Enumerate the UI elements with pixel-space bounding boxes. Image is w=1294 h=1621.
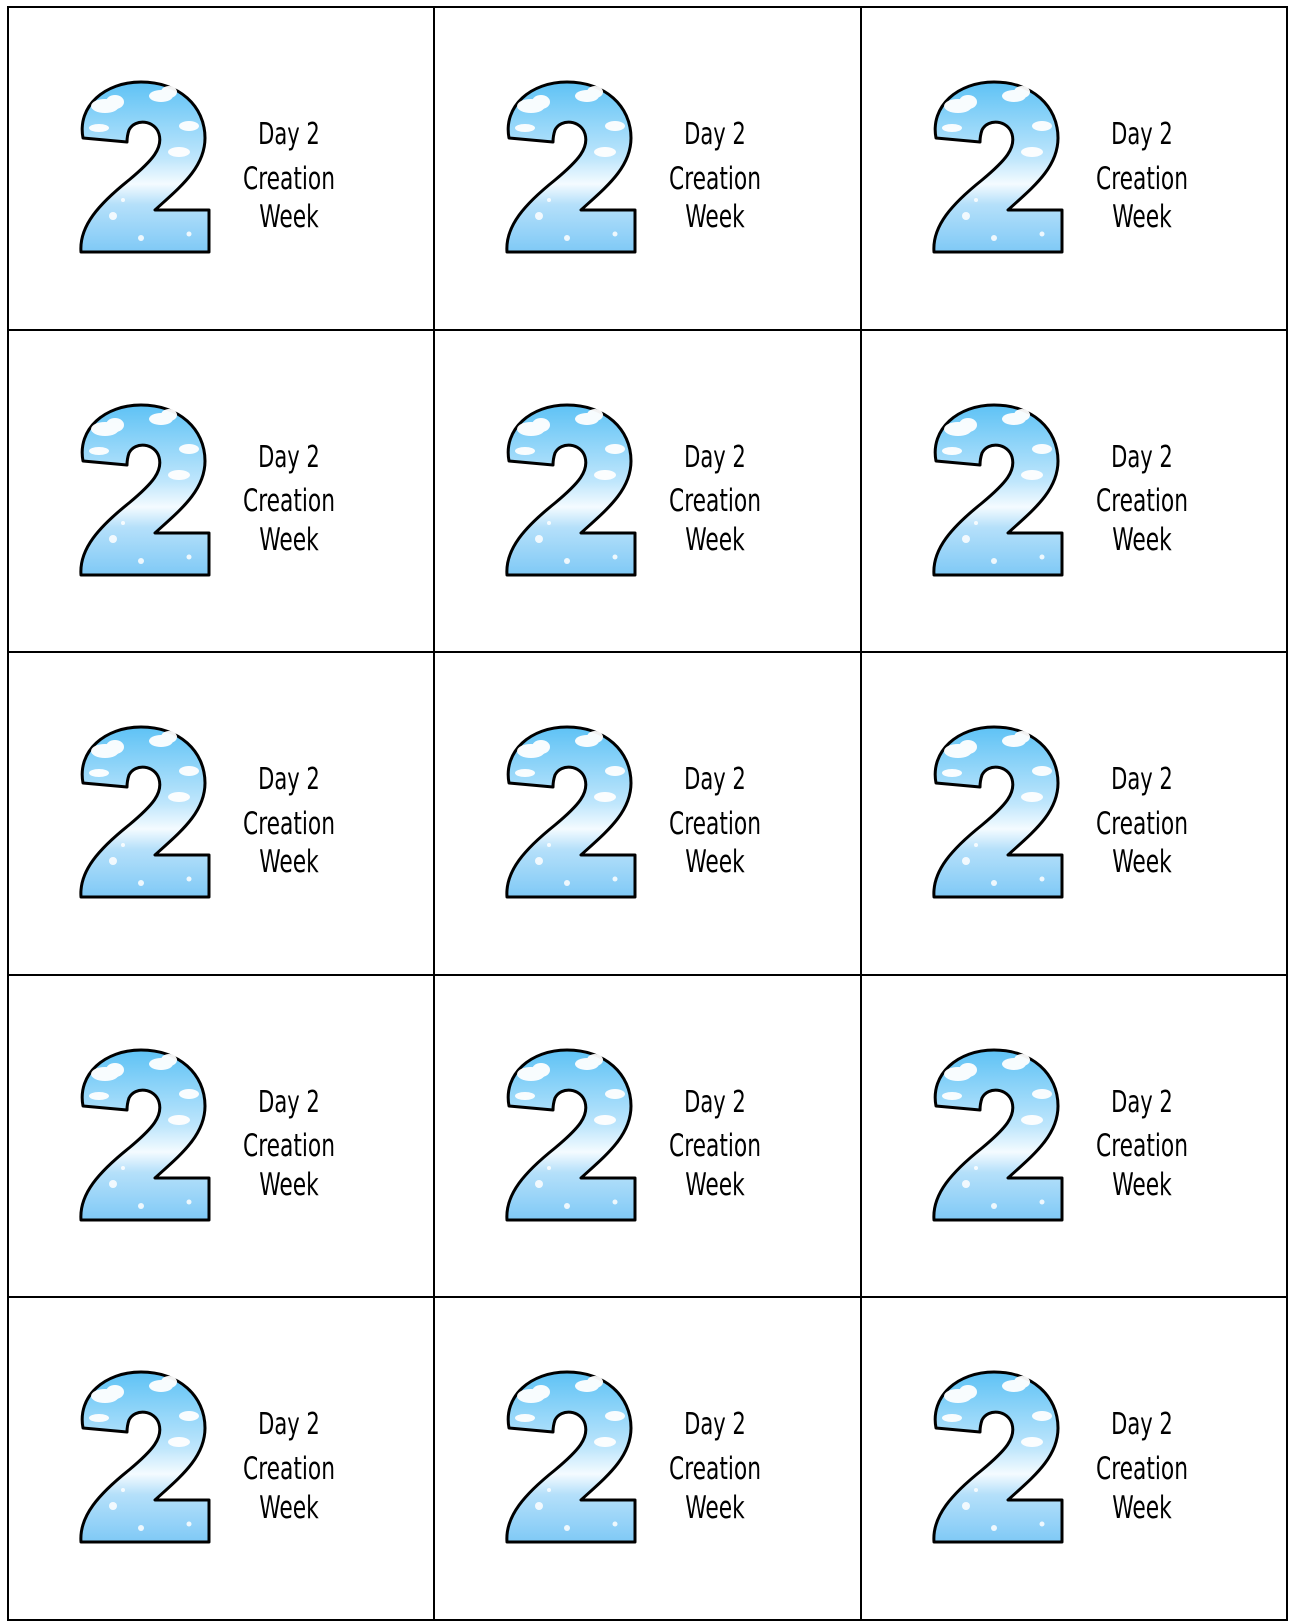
creation-week-label: Creation Week xyxy=(669,160,762,236)
numeral-2-graphic xyxy=(497,1366,637,1548)
day-label: Day 2 xyxy=(684,439,747,475)
day-label: Day 2 xyxy=(258,439,320,475)
numeral-2-graphic xyxy=(924,76,1064,258)
card-caption xyxy=(231,1084,348,1205)
creation-week-label: Creation Week xyxy=(243,1450,335,1526)
card-7 xyxy=(9,653,435,976)
numeral-2-graphic xyxy=(71,76,211,258)
creation-week-label: Creation Week xyxy=(1095,1128,1188,1204)
numeral-2-graphic xyxy=(497,1044,637,1226)
card-15 xyxy=(862,1298,1288,1621)
numeral-2-graphic xyxy=(71,1366,211,1548)
day-label: Day 2 xyxy=(1110,762,1173,798)
card-caption xyxy=(1083,761,1200,882)
card-8 xyxy=(435,653,861,976)
card-2 xyxy=(435,8,861,331)
day-label: Day 2 xyxy=(1110,1407,1173,1443)
creation-week-label: Creation Week xyxy=(1095,483,1188,558)
card-13 xyxy=(9,1298,435,1621)
card-4 xyxy=(9,331,435,654)
creation-week-label: Creation Week xyxy=(243,483,335,558)
numeral-2-graphic xyxy=(71,399,211,581)
card-caption xyxy=(231,1406,348,1527)
day-label: Day 2 xyxy=(684,1407,747,1443)
card-caption xyxy=(1083,439,1200,560)
card-11 xyxy=(435,976,861,1299)
card-sheet xyxy=(7,6,1288,1621)
numeral-2-graphic xyxy=(924,1044,1064,1226)
creation-week-label: Creation Week xyxy=(669,1450,762,1526)
card-6 xyxy=(862,331,1288,654)
card-14 xyxy=(435,1298,861,1621)
day-label: Day 2 xyxy=(1110,439,1173,475)
numeral-2-graphic xyxy=(71,721,211,903)
numeral-2-graphic xyxy=(497,76,637,258)
card-caption xyxy=(1083,1084,1200,1205)
day-label: Day 2 xyxy=(684,117,747,152)
card-caption xyxy=(231,761,348,882)
day-label: Day 2 xyxy=(1110,117,1173,152)
creation-week-label: Creation Week xyxy=(243,1128,335,1204)
numeral-2-graphic xyxy=(497,721,637,903)
creation-week-label: Creation Week xyxy=(1095,1450,1188,1526)
numeral-2-graphic xyxy=(71,1044,211,1226)
card-caption xyxy=(657,761,774,882)
card-caption xyxy=(657,1084,774,1205)
card-caption xyxy=(657,439,774,560)
day-label: Day 2 xyxy=(1110,1084,1173,1120)
card-caption xyxy=(657,1406,774,1527)
card-caption xyxy=(1083,116,1200,237)
card-12 xyxy=(862,976,1288,1299)
day-label: Day 2 xyxy=(684,1084,747,1120)
card-10 xyxy=(9,976,435,1299)
numeral-2-graphic xyxy=(924,399,1064,581)
card-9 xyxy=(862,653,1288,976)
numeral-2-graphic xyxy=(924,721,1064,903)
creation-week-label: Creation Week xyxy=(669,1128,762,1204)
creation-week-label: Creation Week xyxy=(243,805,335,881)
creation-week-label: Creation Week xyxy=(243,160,335,236)
day-label: Day 2 xyxy=(684,762,747,798)
creation-week-label: Creation Week xyxy=(1095,805,1188,881)
card-caption xyxy=(657,116,774,237)
creation-week-label: Creation Week xyxy=(1095,160,1188,236)
card-caption xyxy=(231,439,348,560)
day-label: Day 2 xyxy=(258,1084,320,1120)
day-label: Day 2 xyxy=(258,762,320,798)
card-caption xyxy=(231,116,348,237)
day-label: Day 2 xyxy=(258,1407,320,1443)
numeral-2-graphic xyxy=(497,399,637,581)
card-3 xyxy=(862,8,1288,331)
creation-week-label: Creation Week xyxy=(669,805,762,881)
creation-week-label: Creation Week xyxy=(669,483,762,558)
day-label: Day 2 xyxy=(258,117,320,152)
card-1 xyxy=(9,8,435,331)
numeral-2-graphic xyxy=(924,1366,1064,1548)
card-5 xyxy=(435,331,861,654)
card-caption xyxy=(1083,1406,1200,1527)
